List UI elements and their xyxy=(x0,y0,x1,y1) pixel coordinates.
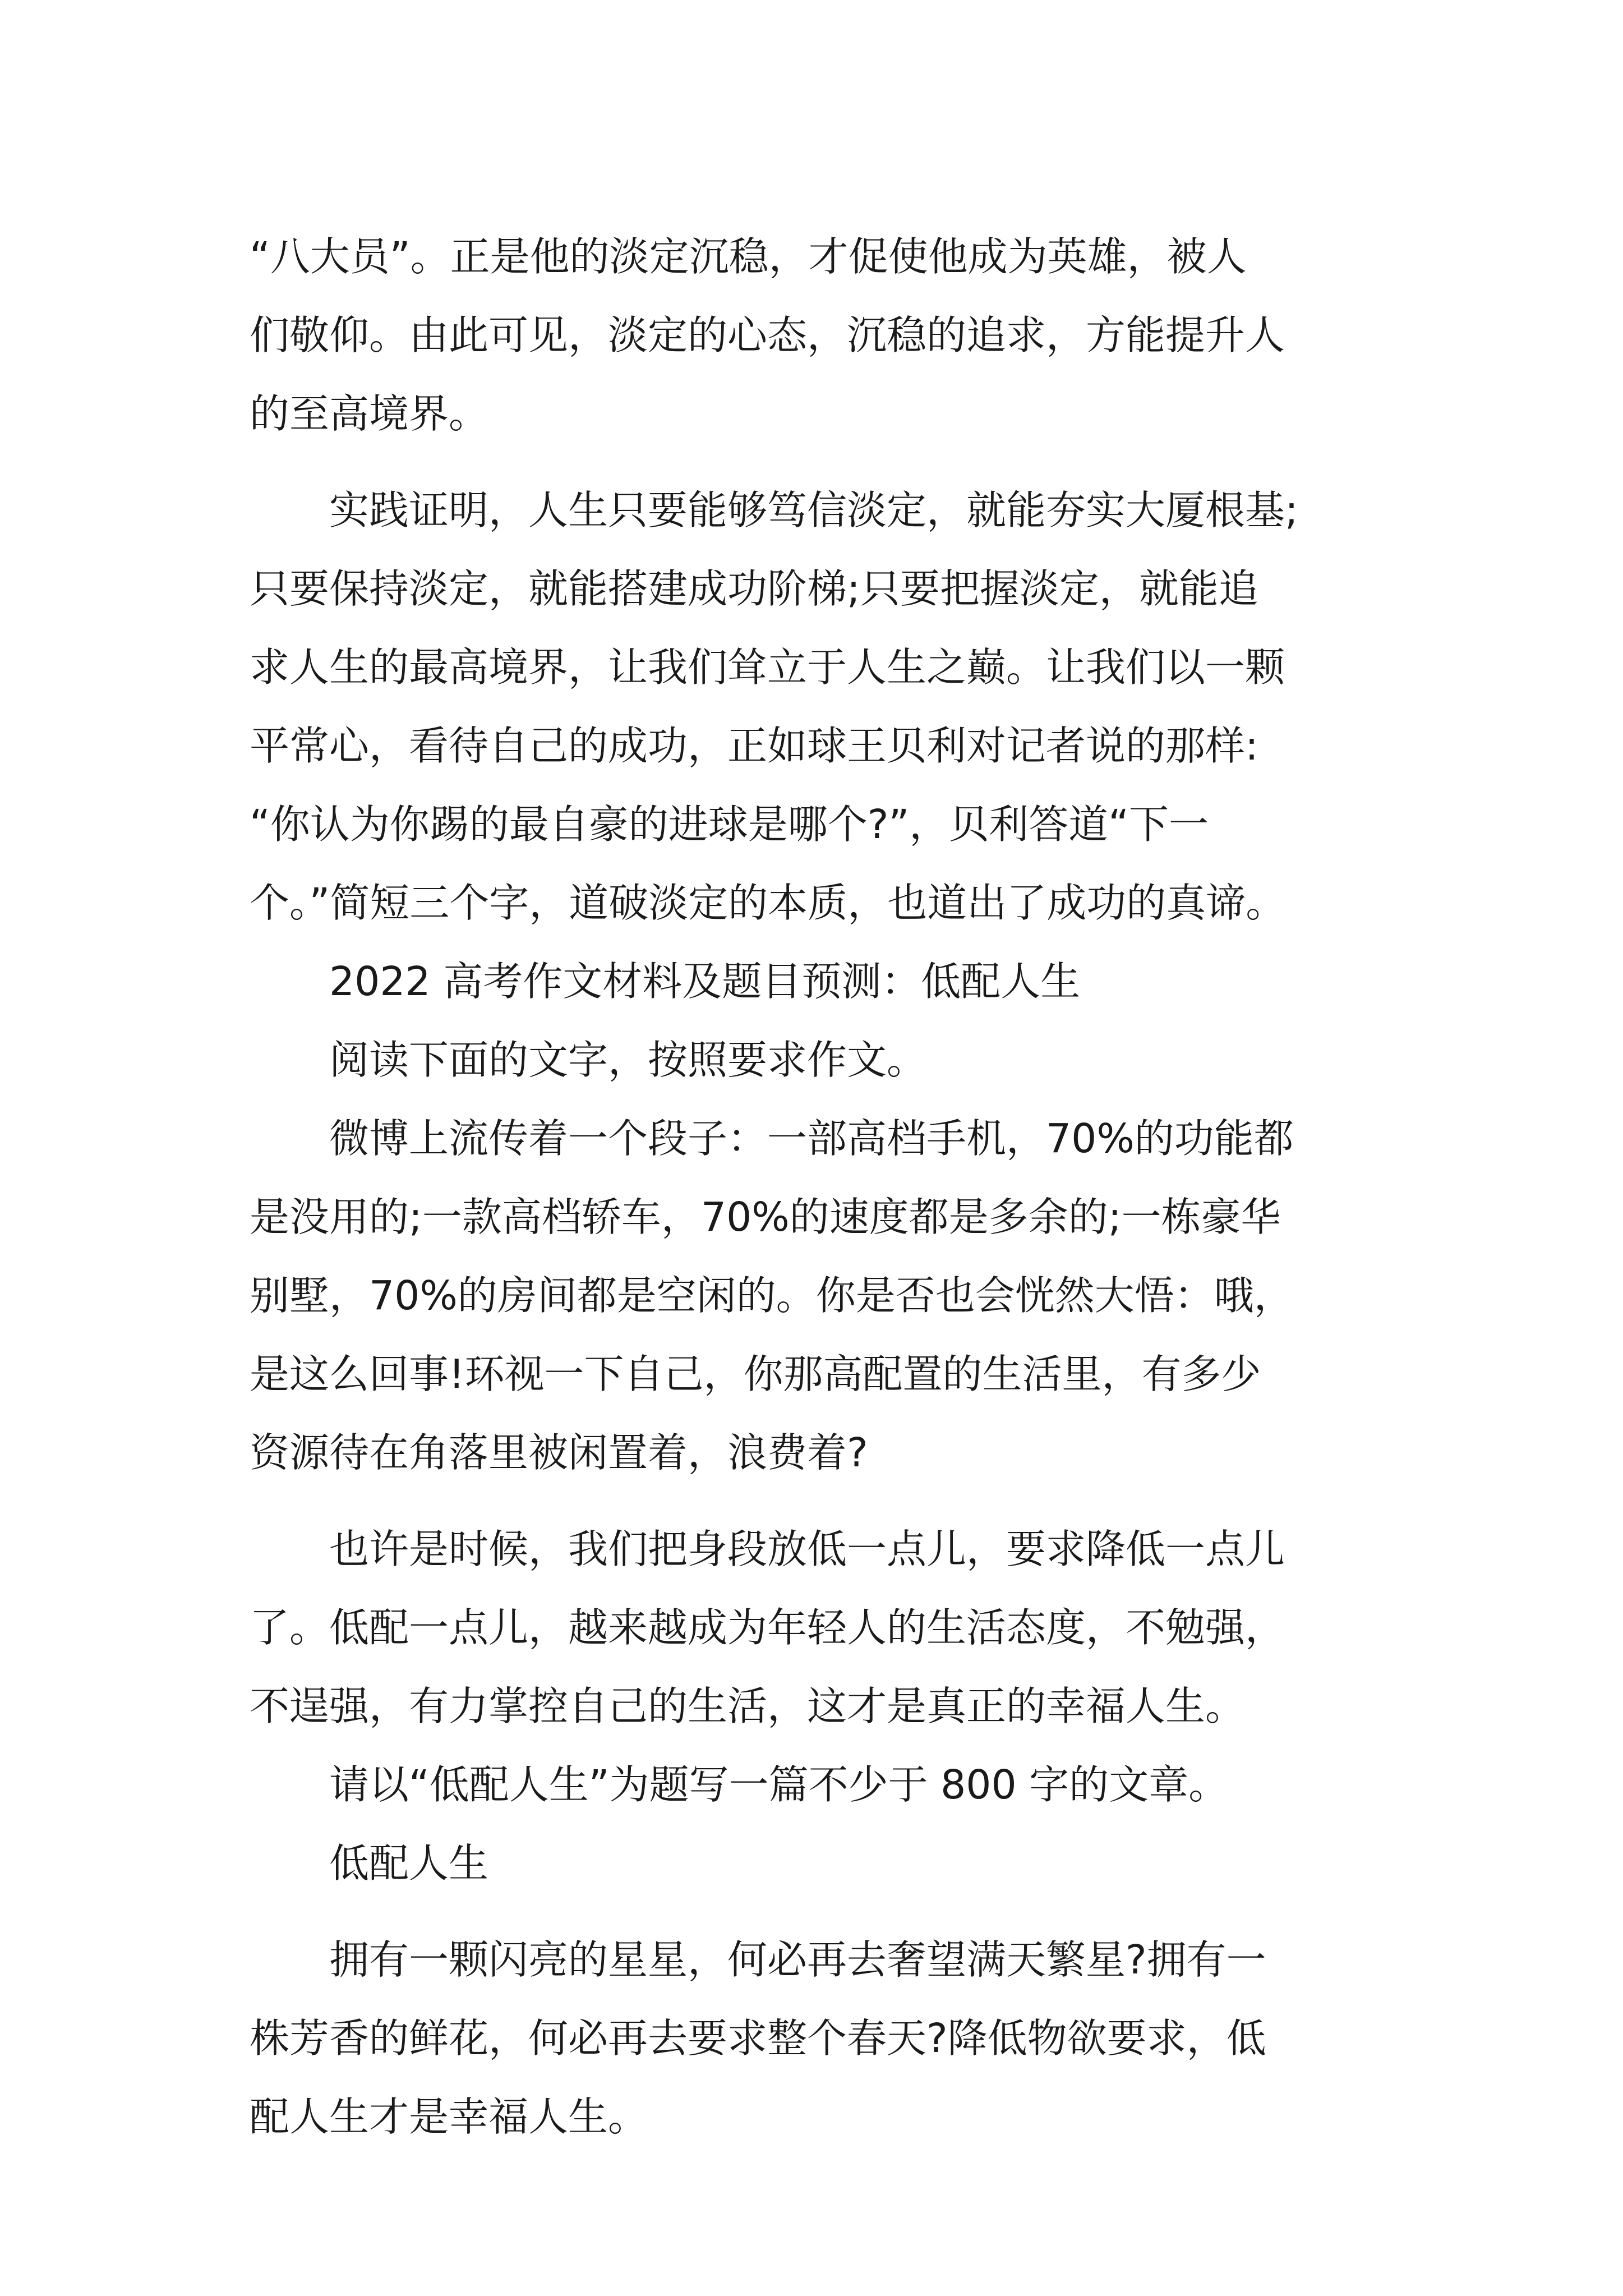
text-line: 资源待在角落里被闲置着，浪费着? xyxy=(250,1429,868,1476)
paragraph-essay-prompt xyxy=(250,1746,1388,1824)
text-line: 的至高境界。 xyxy=(250,390,489,437)
paragraph-hero-conclusion xyxy=(250,218,1388,453)
text-line: 别墅，70%的房间都是空闲的。你是否也会恍然大悟：哦， xyxy=(250,1272,1294,1319)
text-line: 了。低配一点儿，越来越成为年轻人的生活态度，不勉强， xyxy=(250,1604,1285,1651)
text-line: 配人生才是幸福人生。 xyxy=(250,2093,648,2140)
text-line: 拥有一颗闪亮的星星，何必再去奢望满天繁星?拥有一 xyxy=(329,1936,1266,1983)
text-line: 个。”简短三个字，道破淡定的本质，也道出了成功的真谛。 xyxy=(250,880,1286,926)
text-line: 求人生的最高境界，让我们耸立于人生之巅。让我们以一颗 xyxy=(250,644,1285,691)
text-line: 不逞强，有力掌控自己的生活，这才是真正的幸福人生。 xyxy=(250,1683,1246,1729)
text-line: “你认为你踢的最自豪的进球是哪个?”，贝利答道“下一 xyxy=(250,801,1209,848)
paragraph-lower-profile xyxy=(250,1510,1388,1746)
text-line: 们敬仰。由此可见，淡定的心态，沉稳的追求，方能提升人 xyxy=(250,312,1285,358)
text-line: 株芳香的鲜花，何必再去要求整个春天?降低物欲要求，低 xyxy=(250,2015,1266,2062)
paragraph-essay-opening xyxy=(250,1921,1388,2156)
text-line: 也许是时候，我们把身段放低一点儿，要求降低一点儿 xyxy=(329,1526,1285,1572)
text-line: 低配人生 xyxy=(329,1840,489,1887)
text-line: 是这么回事!环视一下自己，你那高配置的生活里，有多少 xyxy=(250,1351,1261,1397)
text-line: 实践证明，人生只要能够笃信淡定，就能夯实大厦根基; xyxy=(329,487,1298,533)
paragraph-weibo-saying xyxy=(250,1099,1388,1492)
text-line: “八大员”。正是他的淡定沉稳，才促使他成为英雄，被人 xyxy=(250,233,1247,280)
text-line: 只要保持淡定，就能搭建成功阶梯;只要把握淡定，就能追 xyxy=(250,565,1258,612)
paragraph-instruction xyxy=(250,1021,1388,1099)
document-body xyxy=(250,218,1388,2156)
text-line: 微博上流传着一个段子：一部高档手机，70%的功能都 xyxy=(329,1115,1294,1162)
essay-title xyxy=(250,1824,1388,1903)
section-heading xyxy=(250,942,1388,1021)
text-line: 阅读下面的文字，按照要求作文。 xyxy=(329,1037,927,1083)
text-line: 2022 高考作文材料及题目预测：低配人生 xyxy=(329,958,1081,1005)
text-line: 是没用的;一款高档轿车，70%的速度都是多余的;一栋豪华 xyxy=(250,1194,1281,1240)
paragraph-practice-proves xyxy=(250,471,1388,942)
text-line: 平常心，看待自己的成功，正如球王贝利对记者说的那样: xyxy=(250,723,1258,769)
text-line: 请以“低配人生”为题写一篇不少于 800 字的文章。 xyxy=(329,1761,1229,1808)
